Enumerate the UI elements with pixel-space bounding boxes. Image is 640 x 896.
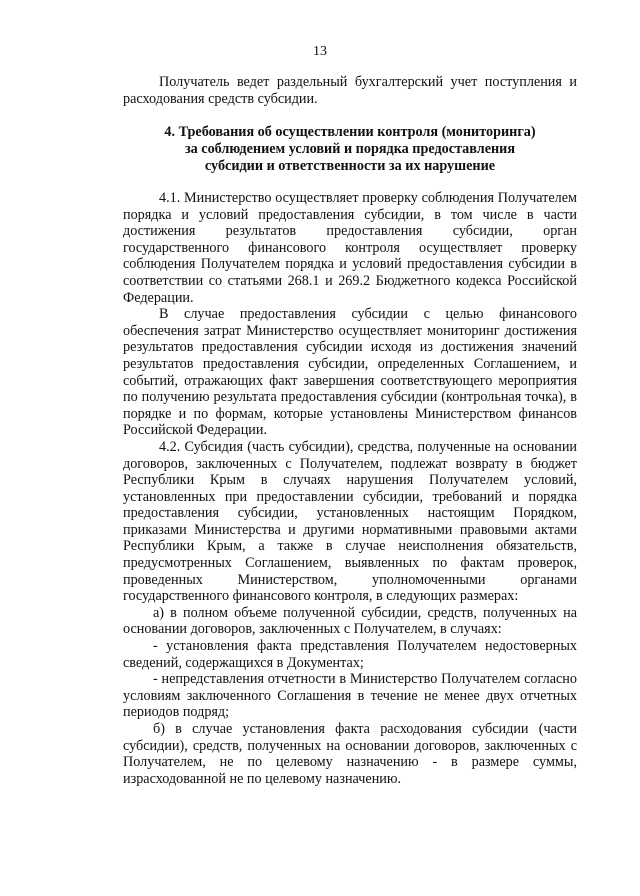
paragraph-item-b: б) в случае установления факта расходования субсидии (части субсидии), средств, полученных на основании договоров, заключенных с Получателем, не по целевому назначению - в размере суммы, израсходованной не по целевому назначению. bbox=[123, 721, 577, 787]
paragraph-dash-1: - установления факта представления Получателем недостоверных сведений, содержащихся в Документах; bbox=[123, 638, 577, 671]
paragraph-4-2: 4.2. Субсидия (часть субсидии), средства, полученные на основании договоров, заключенных с Получателем, подлежат возврату в бюджет Республики Крым в случаях нарушения Получателем условий, установленных при предоставлении субсидии, требований и порядка предоставления субсидии, установленных настоящим Порядком, приказами Министерства и другими нормативными правовыми актами Республики Крым, а также в случае неисполнения обязательств, предусмотренных Соглашением, выявленных по фактам проверок, проведенных Министерством, уполномоченными органами государственного финансового контроля, в следующих размерах: bbox=[123, 438, 577, 605]
paragraph-dash-2: - непредставления отчетности в Министерство Получателем согласно условиям заключенного Соглашения в течение не менее двух отчетных периодов подряд; bbox=[123, 671, 577, 721]
section-body bbox=[123, 190, 577, 787]
intro-section bbox=[123, 74, 577, 107]
heading-line-2: за соблюдением условий и порядка предоставления bbox=[184, 141, 516, 157]
paragraph-monitoring: В случае предоставления субсидии с целью финансового обеспечения затрат Министерство осуществляет мониторинг достижения результатов предоставления субсидии исходя из достижения значений результатов предоставления субсидии, определенных Соглашением, и событий, отражающих факт завершения соответствующего мероприятия по получению результата предоставления субсидии (контрольная точка), в порядке и по формам, которые установлены Министерством финансов Российской Федерации. bbox=[123, 306, 577, 439]
heading-line-3: субсидии и ответственности за их нарушение bbox=[204, 158, 496, 174]
section-heading bbox=[123, 124, 577, 175]
heading-line-1: 4. Требования об осуществлении контроля (мониторинга) bbox=[164, 124, 536, 140]
paragraph-4-1: 4.1. Министерство осуществляет проверку соблюдения Получателем порядка и условий предоставления субсидии, в том числе в части достижения результатов предоставления субсидии, орган государственного финансового контроля осуществляет проверку соблюдения Получателем порядка и условий предоставления субсидии в соответствии со статьями 268.1 и 269.2 Бюджетного кодекса Российской Федерации. bbox=[123, 190, 577, 306]
intro-paragraph: Получатель ведет раздельный бухгалтерский учет поступления и расходования средств субсидии. bbox=[123, 74, 577, 107]
page-number: 13 bbox=[313, 44, 327, 59]
paragraph-item-a: а) в полном объеме полученной субсидии, средств, полученных на основании договоров, заключенных с Получателем, в случаях: bbox=[123, 604, 577, 638]
